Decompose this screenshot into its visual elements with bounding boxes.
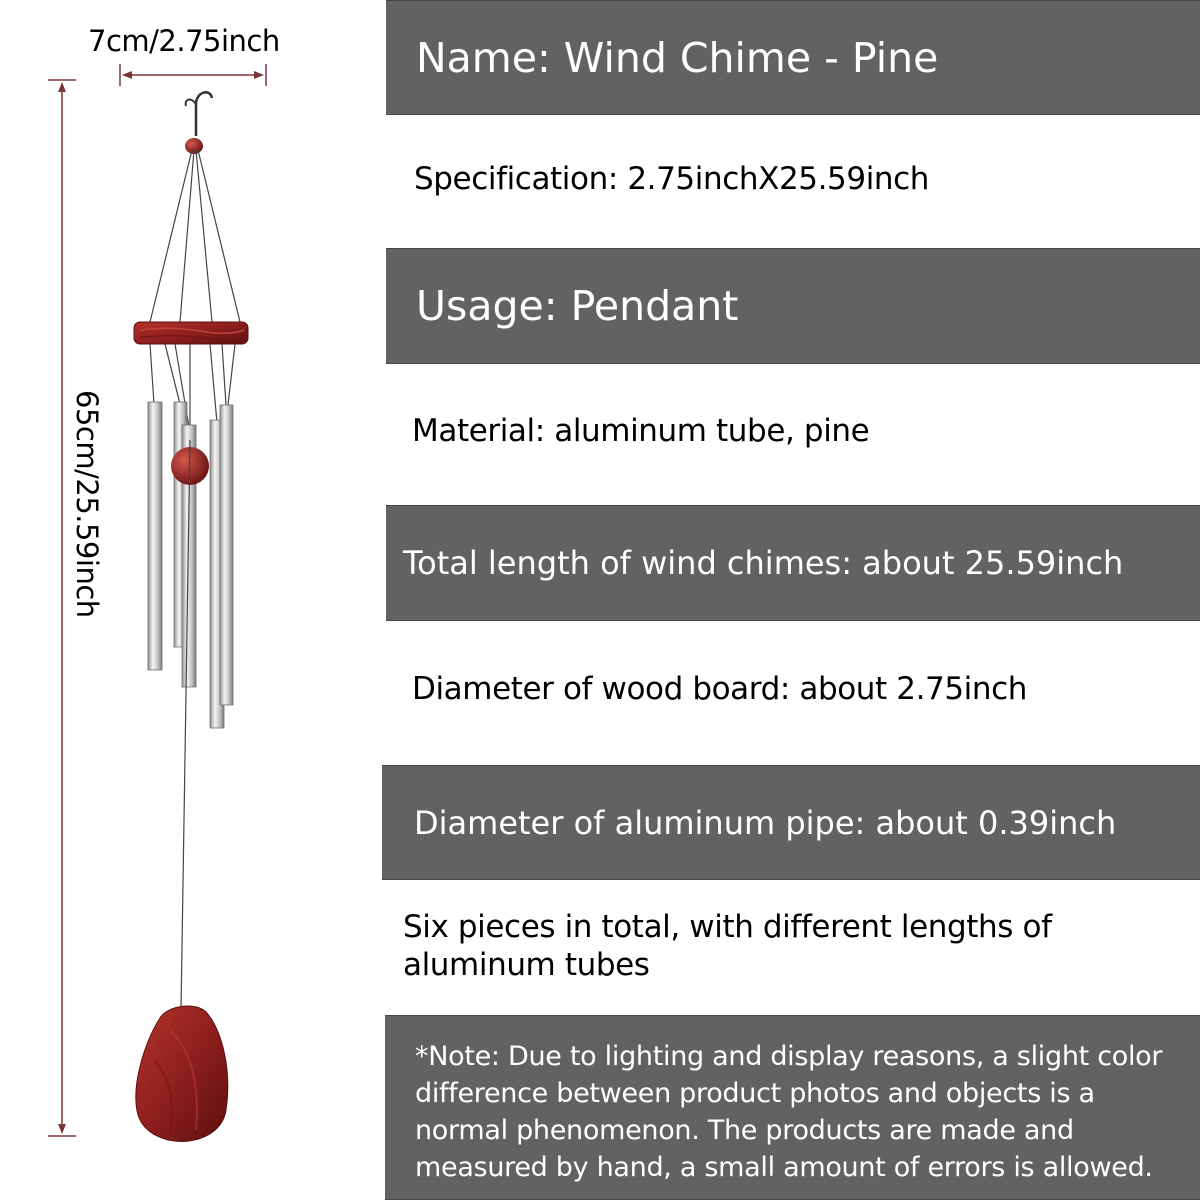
note: *Note: Due to lighting and display reasons, a slight color difference between product photos and objects is a normal phenomenon. The products are made and measured by hand, a small amount of errors is allowed. [385,1015,1200,1200]
wood-board-diameter: Diameter of wood board: about 2.75inch [412,671,1028,707]
pieces-count: Six pieces in total, with different lengths of aluminum tubes [403,909,1052,983]
height-dimension-label: 65cm/25.59inch [70,390,104,618]
total-length: Total length of wind chimes: about 25.59inch [386,505,1200,621]
wind-chime-illustration [0,0,380,1200]
hook-icon [196,92,212,136]
width-dimension-label: 7cm/2.75inch [88,24,280,58]
material: Material: aluminum tube, pine [412,413,870,449]
specification: Specification: 2.75inchX25.59inch [414,161,930,197]
aluminum-pipe-diameter: Diameter of aluminum pipe: about 0.39inch [382,765,1200,880]
width-dimension-arrow [120,64,266,86]
product-name: Name: Wind Chime - Pine [386,0,1200,115]
usage: Usage: Pendant [386,248,1200,364]
